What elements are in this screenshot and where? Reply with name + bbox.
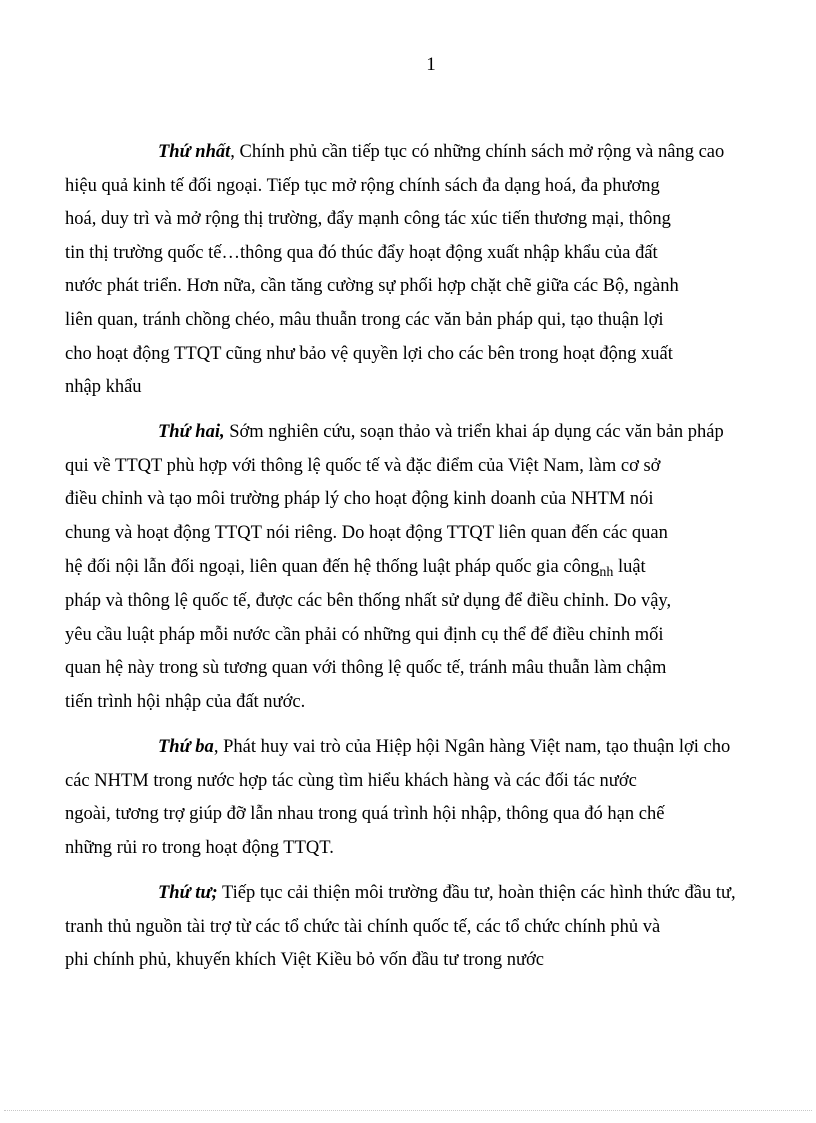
paragraph-3-first-rest: , Phát huy vai trò của Hiệp hội Ngân hàng Việt nam, tạo thuận lợi cho (213, 737, 731, 758)
paragraph-4-first-rest: Tiếp tục cải thiện môi trường đầu tư, hoàn thiện các hình thức đầu tư, (217, 882, 736, 903)
paragraph-1-line: nước phát triển. Hơn nữa, cần tăng cường sự phối hợp chặt chẽ giữa các Bộ, ngành (65, 276, 679, 297)
paragraph-4 (65, 877, 772, 978)
paragraph-4-body (65, 911, 772, 978)
paragraph-3-lead: Thứ ba (158, 737, 214, 758)
paragraph-2-line: yêu cầu luật pháp mỗi nước cần phải có những qui định cụ thể để điều chỉnh mối (65, 624, 664, 645)
paragraph-1-line-1 (158, 136, 772, 170)
paragraph-3-line: những rủi ro trong hoạt động TTQT. (65, 837, 334, 858)
paragraph-2-line: chung và hoạt động TTQT nói riêng. Do hoạt động TTQT liên quan đến các quan (65, 523, 668, 544)
paragraph-1-lead: Thứ nhất (158, 142, 231, 162)
paragraph-2-line: qui về TTQT phù hợp với thông lệ quốc tế và đặc điểm của Việt Nam, làm cơ sở (65, 455, 661, 476)
paragraph-4-line: tranh thủ nguồn tài trợ từ các tổ chức tài chính quốc tế, các tổ chức chính phủ và (65, 916, 661, 937)
page-number: 1 (426, 54, 436, 75)
paragraph-4-line: phi chính phủ, khuyến khích Việt Kiều bỏ vốn đầu tư trong nước (65, 950, 544, 971)
paragraph-1-line: tin thị trường quốc tế…thông qua đó thúc đẩy hoạt động xuất nhập khẩu của đất (65, 242, 658, 263)
paragraph-2 (65, 416, 772, 719)
paragraph-2-line-with-subscript (65, 551, 772, 586)
paragraph-1-line: nhập khẩu (65, 377, 142, 398)
paragraph-2-line-part-a: hệ đối nội lẫn đối ngoại, liên quan đến hệ thống luật pháp quốc gia công (65, 556, 600, 577)
paragraph-1-line: hoá, duy trì và mở rộng thị trường, đẩy mạnh công tác xúc tiến thương mại, thông (65, 209, 671, 230)
paragraph-2-line-part-b: luật (613, 556, 646, 577)
paragraph-2-line: pháp và thông lệ quốc tế, được các bên thống nhất sử dụng để điều chỉnh. Do vậy, (65, 591, 672, 612)
paragraph-2-line-subscript: nh (599, 564, 614, 580)
paragraph-2-line: quan hệ này trong sù tương quan với thông lệ quốc tế, tránh mâu thuẫn làm chậm (65, 658, 667, 679)
paragraph-2-body (65, 450, 772, 720)
paragraph-2-line-1 (158, 416, 772, 450)
paragraph-1-first-rest: , Chính phủ cần tiếp tục có những chính sách mở rộng và nâng cao (230, 142, 725, 162)
paragraph-2-lead: Thứ hai, (158, 422, 225, 443)
paragraph-3-line: ngoài, tương trợ giúp đỡ lẫn nhau trong quá trình hội nhập, thông qua đó hạn chế (65, 804, 665, 825)
paragraph-3-line-1 (158, 731, 772, 765)
paragraph-4-lead: Thứ tư; (158, 882, 218, 903)
paragraph-1-line: liên quan, tránh chồng chéo, mâu thuẫn trong các văn bản pháp qui, tạo thuận lợi (65, 309, 664, 330)
paragraph-1-body (65, 170, 772, 405)
paragraph-3-body (65, 765, 772, 866)
page-bottom-rule (4, 1110, 812, 1111)
paragraph-2-first-rest: Sớm nghiên cứu, soạn thảo và triển khai áp dụng các văn bản pháp (224, 422, 724, 443)
paragraph-1-line: hiệu quả kinh tế đối ngoại. Tiếp tục mở rộng chính sách đa dạng hoá, đa phương (65, 175, 660, 196)
paragraph-4-line-1 (158, 877, 772, 911)
paragraph-2-line: điều chỉnh và tạo môi trường pháp lý cho hoạt động kinh doanh của NHTM nói (65, 489, 654, 510)
paragraph-1-line: cho hoạt động TTQT cũng như bảo vệ quyền lợi cho các bên trong hoạt động xuất (65, 343, 673, 364)
paragraph-3-line: các NHTM trong nước hợp tác cùng tìm hiểu khách hàng và các đối tác nước (65, 770, 637, 791)
document-body (65, 136, 772, 978)
paragraph-3 (65, 731, 772, 865)
paragraph-1 (65, 136, 772, 405)
paragraph-2-line: tiến trình hội nhập của đất nước. (65, 692, 306, 712)
